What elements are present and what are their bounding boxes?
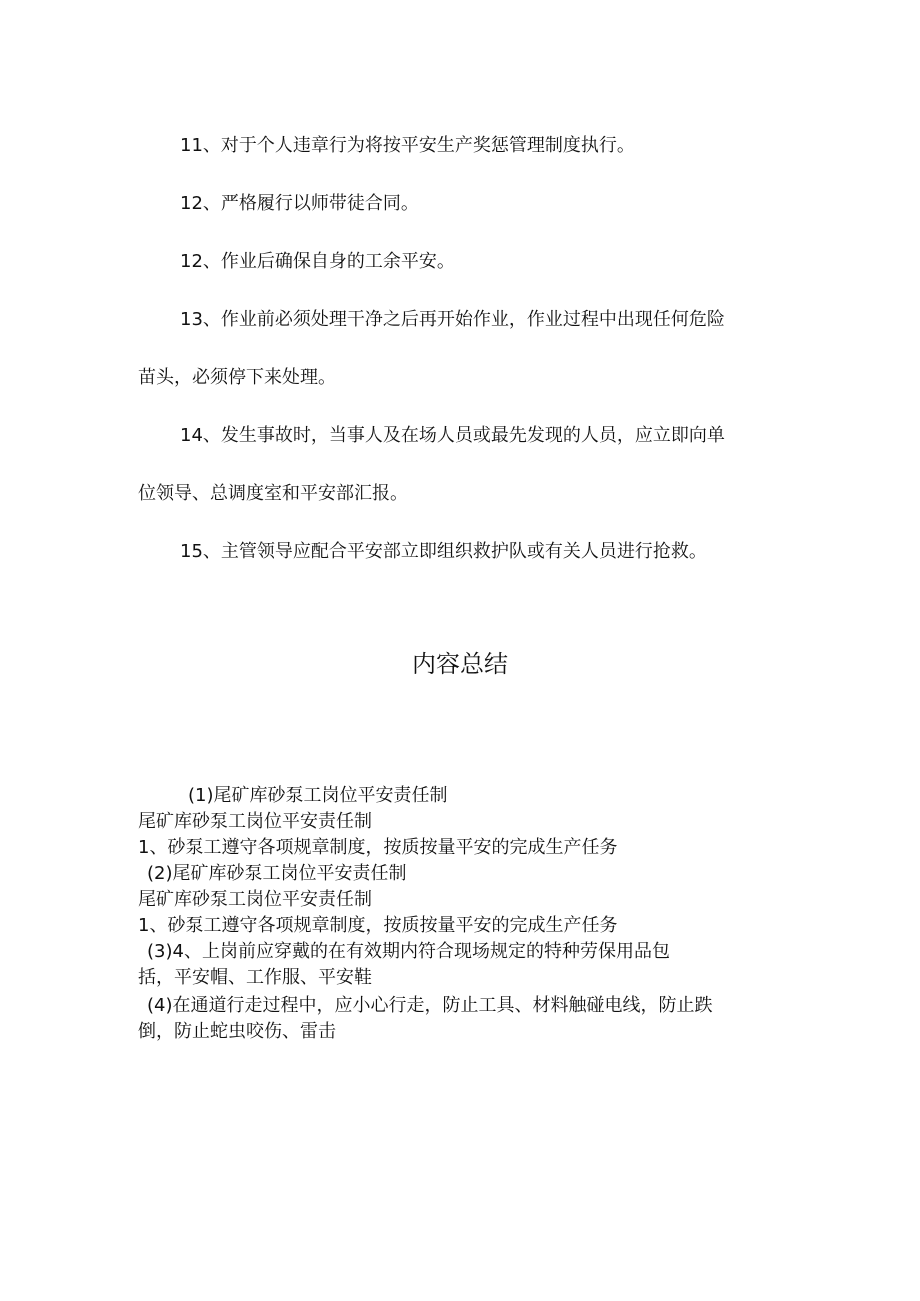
summary-line-8: 括，平安帽、工作服、平安鞋: [138, 967, 372, 988]
summary-line-9: (4)在通道行走过程中，应小心行走，防止工具、材料触碰电线，防止跌: [147, 995, 713, 1016]
rule-item-14-line1: 14、发生事故时，当事人及在场人员或最先发现的人员，应立即向单: [180, 425, 725, 446]
summary-line-3: 1、砂泵工遵守各项规章制度，按质按量平安的完成生产任务: [138, 837, 618, 858]
rule-item-11: 11、对于个人违章行为将按平安生产奖惩管理制度执行。: [180, 135, 635, 156]
summary-line-4: (2)尾矿库砂泵工岗位平安责任制: [147, 863, 407, 884]
summary-title: 内容总结: [412, 650, 508, 678]
summary-line-7: (3)4、上岗前应穿戴的在有效期内符合现场规定的特种劳保用品包: [147, 941, 670, 962]
rule-item-13-line1: 13、作业前必须处理干净之后再开始作业，作业过程中出现任何危险: [180, 309, 725, 330]
summary-line-6: 1、砂泵工遵守各项规章制度，按质按量平安的完成生产任务: [138, 915, 618, 936]
rule-item-15: 15、主管领导应配合平安部立即组织救护队或有关人员进行抢救。: [180, 541, 707, 562]
rule-item-14-line2: 位领导、总调度室和平安部汇报。: [138, 483, 408, 504]
rule-item-13-line2: 苗头，必须停下来处理。: [138, 367, 336, 388]
summary-line-5: 尾矿库砂泵工岗位平安责任制: [138, 889, 372, 910]
summary-line-10: 倒，防止蛇虫咬伤、雷击: [138, 1021, 336, 1042]
summary-line-1: (1)尾矿库砂泵工岗位平安责任制: [188, 785, 448, 806]
rule-item-12a: 12、严格履行以师带徒合同。: [180, 193, 419, 214]
summary-line-2: 尾矿库砂泵工岗位平安责任制: [138, 811, 372, 832]
rule-item-12b: 12、作业后确保自身的工余平安。: [180, 251, 455, 272]
